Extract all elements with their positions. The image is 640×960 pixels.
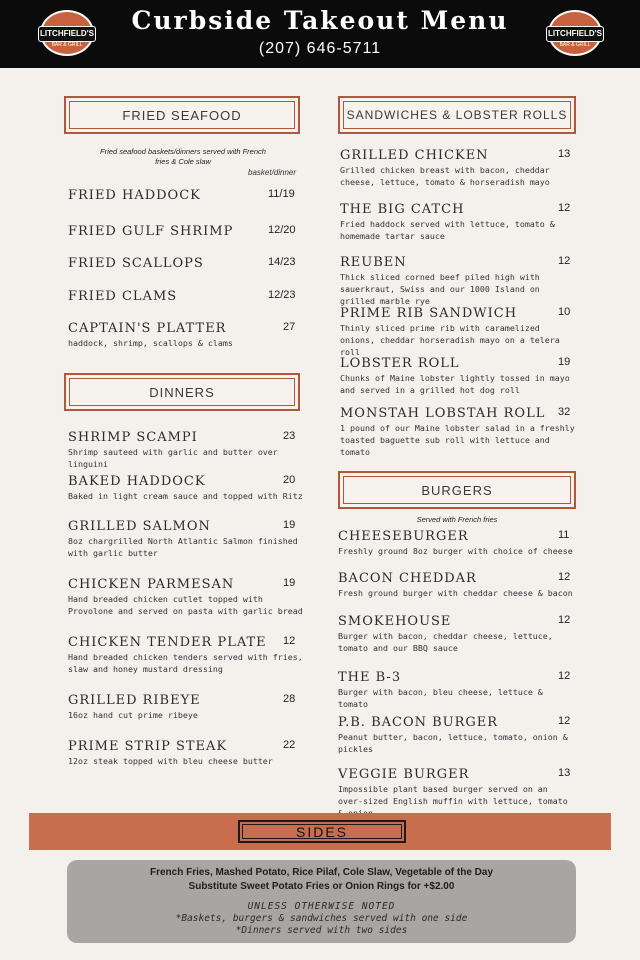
item-description: Hand breaded chicken tenders served with fries, slaw and honey mustard dressing bbox=[68, 652, 303, 674]
item-description: Chunks of Maine lobster lightly tossed in mayo and served in a grilled hot dog roll bbox=[340, 373, 570, 395]
item-name: CHICKEN TENDER PLATE bbox=[68, 635, 267, 650]
item-price: 27 bbox=[283, 321, 296, 333]
item-description: Shrimp sauteed with garlic and butter over linguini bbox=[68, 447, 278, 469]
item-price: 12/20 bbox=[268, 224, 296, 236]
item-description: Baked in light cream sauce and topped with Ritz bbox=[68, 491, 303, 501]
item-price: 32 bbox=[558, 406, 571, 418]
section-note: Served with French fries bbox=[416, 515, 498, 524]
section-title: FRIED SEAFOOD bbox=[69, 101, 295, 129]
item-price: 22 bbox=[283, 739, 296, 751]
item-name: CAPTAIN'S PLATTER bbox=[68, 321, 227, 336]
item-price: 23 bbox=[283, 430, 296, 442]
sides-note: *Baskets, burgers & sandwiches served with one side bbox=[175, 913, 468, 924]
section-header-sandwiches bbox=[338, 96, 576, 134]
item-price: 12 bbox=[558, 571, 571, 583]
item-name: FRIED HADDOCK bbox=[68, 188, 201, 203]
item-name: CHEESEBURGER bbox=[338, 529, 469, 544]
item-name: SMOKEHOUSE bbox=[338, 614, 452, 629]
item-price: 19 bbox=[558, 356, 571, 368]
section-header-dinners bbox=[64, 373, 300, 411]
section-note: Fried seafood baskets/dinners served with French fries & Cole slaw bbox=[100, 147, 266, 166]
sides-panel bbox=[67, 860, 576, 943]
menu-title: Curbside Takeout Menu bbox=[131, 6, 509, 35]
item-name: CHICKEN PARMESAN bbox=[68, 577, 235, 592]
item-price: 20 bbox=[283, 474, 296, 486]
item-price: 19 bbox=[283, 519, 296, 531]
item-description: Grilled chicken breast with bacon, cheddar cheese, lettuce, tomato & horseradish mayo bbox=[340, 165, 550, 187]
item-price: 12 bbox=[558, 202, 571, 214]
item-name: VEGGIE BURGER bbox=[338, 767, 470, 782]
item-description: 8oz chargrilled North Atlantic Salmon finished with garlic butter bbox=[68, 536, 298, 558]
item-price: 10 bbox=[558, 306, 571, 318]
item-name: FRIED SCALLOPS bbox=[68, 256, 204, 271]
item-name: REUBEN bbox=[340, 255, 407, 270]
sides-note: *Dinners served with two sides bbox=[235, 925, 408, 936]
item-name: GRILLED CHICKEN bbox=[340, 148, 489, 163]
item-description: 12oz steak topped with bleu cheese butter bbox=[68, 756, 273, 766]
item-description: haddock, shrimp, scallops & clams bbox=[68, 338, 233, 348]
section-title: SANDWICHES & LOBSTER ROLLS bbox=[343, 101, 571, 129]
section-header-fried-seafood bbox=[64, 96, 300, 134]
logo-text: LITCHFIELD'S bbox=[38, 26, 96, 42]
item-name: LOBSTER ROLL bbox=[340, 356, 460, 371]
section-title: DINNERS bbox=[69, 378, 295, 406]
item-name: BACON CHEDDAR bbox=[338, 571, 477, 586]
logo-text: LITCHFIELD'S bbox=[546, 26, 604, 42]
item-name: GRILLED RIBEYE bbox=[68, 693, 201, 708]
item-name: GRILLED SALMON bbox=[68, 519, 211, 534]
restaurant-logo bbox=[548, 10, 602, 56]
item-name: FRIED GULF SHRIMP bbox=[68, 224, 234, 239]
logo-subtext: BAR & GRILL bbox=[51, 42, 83, 48]
item-price: 19 bbox=[283, 577, 296, 589]
item-description: Burger with bacon, bleu cheese, lettuce & tomato bbox=[338, 687, 543, 709]
logo-subtext: BAR & GRILL bbox=[559, 42, 591, 48]
item-description: Hand breaded chicken cutlet topped with Provolone and served on pasta with garlic bread bbox=[68, 594, 303, 616]
item-price: 12/23 bbox=[268, 289, 296, 301]
item-price: 11/19 bbox=[268, 188, 295, 200]
item-description: 16oz hand cut prime ribeye bbox=[68, 710, 198, 720]
item-description: 1 pound of our Maine lobster salad in a freshly toasted baguette sub roll with lettuce and tomato bbox=[340, 423, 575, 457]
item-price: 12 bbox=[558, 670, 571, 682]
phone-number: (207) 646-5711 bbox=[258, 40, 382, 57]
item-name: THE B-3 bbox=[338, 670, 402, 685]
section-title: SIDES bbox=[242, 824, 402, 839]
item-name: PRIME RIB SANDWICH bbox=[340, 306, 518, 321]
item-name: PRIME STRIP STEAK bbox=[68, 739, 228, 754]
section-header-sides bbox=[238, 820, 406, 843]
item-name: MONSTAH LOBSTAH ROLL bbox=[340, 406, 546, 421]
item-price: 12 bbox=[558, 715, 571, 727]
item-name: P.B. BACON BURGER bbox=[338, 715, 499, 730]
item-name: SHRIMP SCAMPI bbox=[68, 430, 198, 445]
sides-list: French Fries, Mashed Potato, Rice Pilaf, Cole Slaw, Vegetable of the Day bbox=[149, 867, 494, 878]
item-price: 12 bbox=[558, 614, 571, 626]
item-name: FRIED CLAMS bbox=[68, 289, 178, 304]
item-price: 28 bbox=[283, 693, 296, 705]
item-description: Freshly ground 8oz burger with choice of cheese bbox=[338, 546, 573, 556]
item-name: THE BIG CATCH bbox=[340, 202, 465, 217]
item-price: 13 bbox=[558, 767, 571, 779]
sides-note: UNLESS OTHERWISE NOTED bbox=[247, 901, 396, 912]
item-description: Fresh ground burger with cheddar cheese & bacon bbox=[338, 588, 573, 598]
item-description: Peanut butter, bacon, lettuce, tomato, onion & pickles bbox=[338, 732, 568, 754]
item-price: 11 bbox=[558, 529, 570, 541]
section-header-burgers bbox=[338, 471, 576, 509]
sides-substitution: Substitute Sweet Potato Fries or Onion Rings for +$2.00 bbox=[188, 881, 455, 892]
section-title: BURGERS bbox=[343, 476, 571, 504]
item-description: Thick sliced corned beef piled high with sauerkraut, Swiss and our 1000 Island on grilled marble rye bbox=[340, 272, 540, 306]
item-name: BAKED HADDOCK bbox=[68, 474, 206, 489]
item-price: 12 bbox=[283, 635, 296, 647]
menu-header bbox=[0, 0, 640, 68]
item-description: Thinly sliced prime rib with caramelized onions, cheddar horseradish mayo on a telera roll bbox=[340, 323, 560, 357]
item-description: Fried haddock served with lettuce, tomato & homemade tartar sauce bbox=[340, 219, 555, 241]
item-price: 12 bbox=[558, 255, 571, 267]
item-price: 13 bbox=[558, 148, 571, 160]
item-description: Impossible plant based burger served on an over-sized English muffin with lettuce, tomato bbox=[338, 784, 568, 806]
price-legend: basket/dinner bbox=[248, 168, 297, 177]
item-price: 14/23 bbox=[268, 256, 296, 268]
item-description: Burger with bacon, cheddar cheese, lettuce, tomato and our BBQ sauce bbox=[338, 631, 553, 653]
